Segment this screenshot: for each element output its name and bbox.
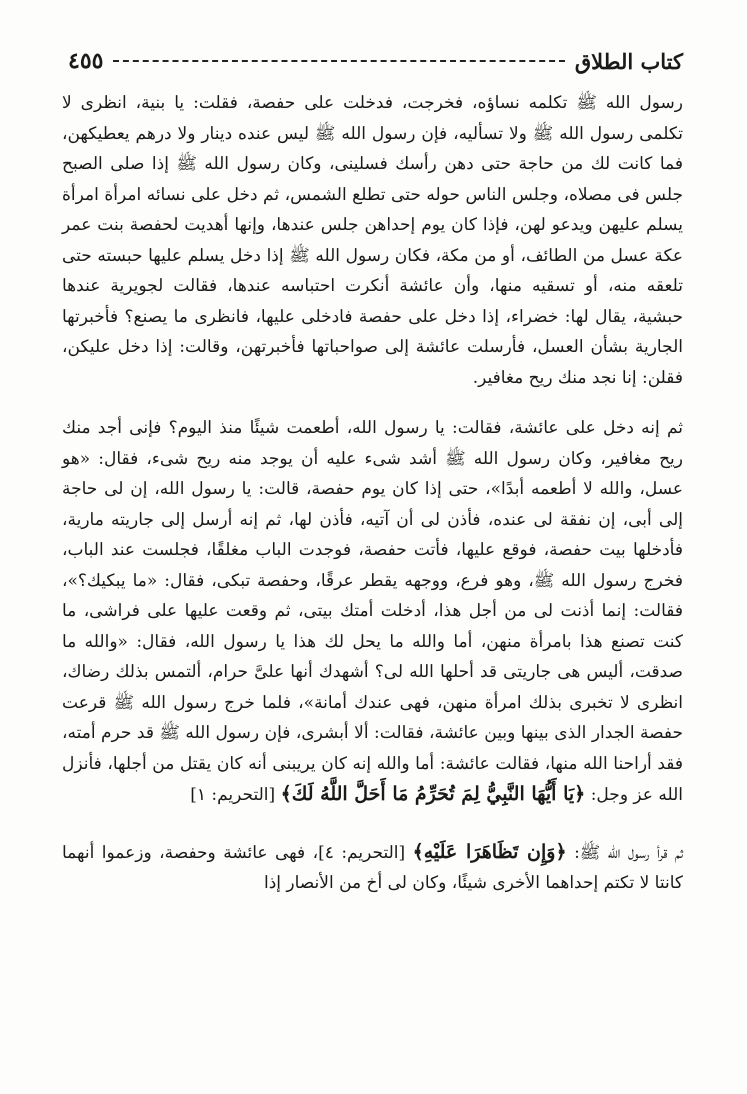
paragraph-2-text: ثم إنه دخل على عائشة، فقالت: يا رسول الله، أطعمت شيئًا منذ اليوم؟ فإنى أجد منك ريح مغافير، وكان رسول الله ﷺ أشد شىء عليه أن يوجد منه ريح شىء، فقال: «هو عسل، والله لا أطعمه أبدًا»، حتى إذا كان يوم حفصة، قالت: يا رسول الله، إن لى حاجة إلى أبى، إن نفقة لى عنده، فأذن لى أن آتيه، فأذن لها، ثم إنه أرسل إلى جاريته مارية، فأدخلها بيت حفصة، فوقع عليها، فأتت حفصة، فوجدت الباب مغلقًا، فجلست عند الباب، فخرج رسول الله ﷺ، وهو فرع، ووجهه يقطر عرقًا، وحفصة تبكى، فقال: «ما يبكيك؟»، فقالت: إنما أذنت لى من أجل هذا، أدخلت أمتك بيتى، ثم وقعت عليها على فراشى، ما كنت تصنع هذا بامرأة منهن، أما والله ما يحل لك هذا يا رسول الله، فقال: «والله ما صدقت، أليس هى جاريتى قد أحلها الله لى؟ أشهدك أنها علىَّ حرام، ألتمس بذلك رضاك، انظرى لا تخبرى بذلك امرأة منهن، فهى عندك أمانة»، فلما خرج رسول الله ﷺ قرعت حفصة الجدار الذى بينها وبين عائشة، فقالت: ألا أبشرى، فإن رسول الله ﷺ قد حرم أمته، فقد أراحنا الله منها، فقالت عائشة: أما والله إنه كان يريبنى أنه كان يقتل من أجلها، فأنزل الله عز وجل: bbox=[62, 418, 683, 805]
page-body bbox=[62, 88, 683, 899]
paragraph-3-rest: [التحريم: ٤]، فهى عائشة وحفصة، وزعموا أنهما كانتا لا تكتم إحداهما الأخرى شيئًا، وكان لى أخ من الأنصار إذا bbox=[62, 842, 683, 893]
quran-verse-tahrim-1: ﴿يَا أَيُّهَا النَّبِيُّ لِمَ تُحَرِّمُ مَا أَحَلَّ اللَّهُ لَكَ﴾ bbox=[280, 783, 586, 805]
running-header bbox=[68, 44, 683, 78]
verse-reference-1: [التحريم: ١] bbox=[190, 785, 276, 805]
quran-verse-tahrim-4: ﴿وَإِن تَظَاهَرَا عَلَيْهِ﴾ bbox=[412, 840, 567, 863]
page-number: ٤٥٥ bbox=[68, 48, 104, 74]
chapter-title: كتاب الطلاق bbox=[574, 48, 683, 74]
paragraph-1: رسول الله ﷺ تكلمه نساؤه، فخرجت، فدخلت على حفصة، فقلت: يا بنية، انظرى لا تكلمى رسول الله ﷺ ولا تسأليه، فإن رسول الله ﷺ ليس عنده دينار ولا درهم يعطيكهن، فما كانت لك من حاجة حتى دهن رأسك فسلينى، وكان رسول الله ﷺ إذا صلى الصبح جلس فى مصلاه، وجلس الناس حوله حتى تطلع الشمس، ثم دخل على نسائه امرأة امرأة يسلم عليهن ويدعو لهن، فإذا كان يوم إحداهن جلس عندها، وإنها أهديت لحفصة بنت عمر عكة عسل من الطائف، أو من مكة، فكان رسول الله ﷺ إذا دخل يسلم عليها حبسته حتى تلعقه منه، أو تسقيه منها، وأن عائشة أنكرت احتباسه عندها، فقالت لجويرية عندها حبشية، يقال لها: خضراء، إذا دخل على حفصة فادخلى عليها، فانظرى ما يصنع؟ فأخبرتها الجارية بشأن العسل، فأرسلت عائشة إلى صواحباتها فأخبرتهن، وقالت: إذا دخل عليكن، فقلن: إنا نجد منك ريح مغافير. bbox=[62, 93, 683, 388]
header-dashed-rule bbox=[113, 60, 564, 62]
paragraph-2 bbox=[62, 413, 683, 811]
paragraph-3-start: ثم قرأ رسول الله ﷺ: bbox=[574, 842, 684, 863]
paragraph-3 bbox=[62, 837, 683, 899]
